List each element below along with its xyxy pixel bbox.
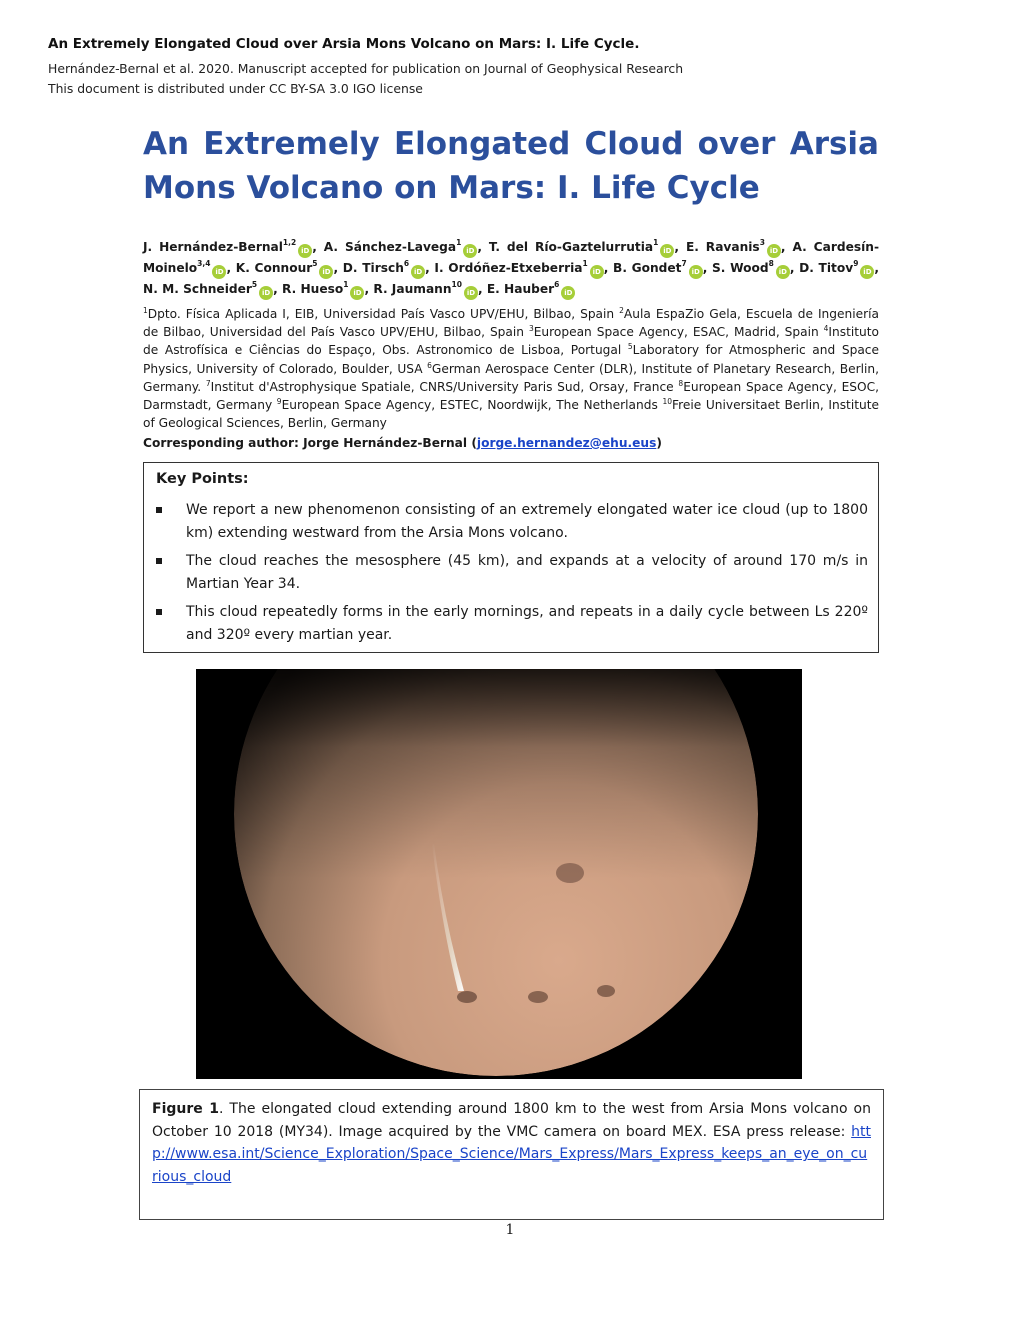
affiliation-number: 9 [276,397,282,407]
figure-label: Figure 1 [152,1101,219,1117]
square-bullet-icon [156,507,162,513]
affiliation-number: 5 [627,342,633,352]
orcid-icon[interactable]: iD [689,265,703,279]
author-name: A. Sánchez-Lavega [323,240,457,254]
ascraeus-mons-crater [597,985,615,997]
paper-title [143,122,879,210]
affiliation-text: Instituto de Astrofísica e Ciências do Espaço, Obs. Astronomico de Lisboa, Portugal [143,325,879,358]
author-affiliation-number: 1,2 [282,238,297,247]
corresponding-author [143,436,662,450]
title-word: Elongated [393,126,571,162]
author-affiliation-number: 1 [653,238,659,247]
author-name: T. del Río-Gaztelurrutia [488,240,654,254]
key-points-list [156,499,868,652]
author-affiliation-number: 6 [554,280,560,289]
orcid-icon[interactable]: iD [298,244,312,258]
title-word: An [143,126,190,162]
key-points-box [143,462,879,653]
paper-title-line-2: Mons Volcano on Mars: I. Life Cycle [143,170,760,206]
orcid-icon[interactable]: iD [860,265,874,279]
affiliation-number: 2 [619,306,624,315]
affiliation-text: Dpto. Física Aplicada I, EIB, Universidad País Vasco UPV/EHU, Bilbao, Spain [147,307,620,321]
affiliation-number: 7 [205,378,211,388]
author-affiliation-number: 3,4 [197,259,211,268]
key-point-item [156,601,868,647]
affiliation-number: 1 [143,306,148,315]
affiliation-number: 4 [823,324,829,334]
corresponding-close: ) [656,436,662,450]
key-point-text: This cloud repeatedly forms in the early mornings, and repeats in a daily cycle between Ls 220º and 320º every martian year. [186,604,868,643]
title-word: over [697,126,776,162]
author-affiliation-number: 3 [759,238,765,247]
volcano-crater [556,863,584,883]
author-affiliation-number: 1 [582,259,588,268]
figure-caption-box [139,1089,884,1220]
author-affiliation-number: 1 [343,280,349,289]
author-affiliation-number: 9 [853,259,859,268]
paper-title-line-1 [143,122,879,166]
orcid-icon[interactable]: iD [350,286,364,300]
orcid-icon[interactable]: iD [259,286,273,300]
orcid-icon[interactable]: iD [776,265,790,279]
orcid-icon[interactable]: iD [463,244,477,258]
author-name: R. Hueso [281,282,344,296]
affiliation-number: 10 [662,397,672,407]
square-bullet-icon [156,609,162,615]
key-point-item [156,550,868,596]
arsia-mons-crater [457,991,477,1003]
author-name: E. Ravanis [685,240,760,254]
affiliation-number: 3 [528,324,534,334]
affiliations [143,305,879,432]
affiliation-text: German Aerospace Center (DLR), Institute of Planetary Research, Berlin, Germany. [143,361,879,394]
terminator-shadow [196,669,802,879]
corresponding-author-label: Corresponding author: Jorge Hernández-Bernal ( [143,436,477,450]
affiliation-text: European Space Agency, ESTEC, Noordwijk, The Netherlands [281,398,663,413]
affiliation-text: European Space Agency, ESAC, Madrid, Spain [533,325,824,340]
affiliation-number: 6 [427,360,432,370]
corresponding-email-link[interactable]: jorge.hernandez@ehu.eus [476,436,657,450]
title-word: Extremely [203,126,380,162]
esa-press-release-link[interactable]: http://www.esa.int/Science_Exploration/Space_Science/Mars_Express/Mars_Express_keeps_an_eye_on_curious_cloud [152,1123,871,1186]
running-header-title: An Extremely Elongated Cloud over Arsia Mons Volcano on Mars: I. Life Cycle. [48,36,640,52]
author-affiliation-number: 8 [768,259,774,268]
author-name: B. Gondet [613,261,682,275]
author-name: N. M. Schneider [143,282,252,296]
author-affiliation-number: 7 [681,259,687,268]
running-header-citation: Hernández-Bernal et al. 2020. Manuscript accepted for publication on Journal of Geophysical Research [48,61,684,76]
author-list: J. Hernández-Bernal$^{1,2}$iD , A. Sánchez-Lavega$^1$iD , T. del Río-Gaztelurrutia$^1$iD , E. Ravanis$^3$iD , A. Cardesín-Moinelo$^{3,4}$iD , K. Connour$^5$iD , D. Tirsch$^6$iD , I. Ordóñez-Etxeberria$^1$iD , B. Gondet$^7$iD , S. Wood$^8$iD , D. Titov$^9$iD , N. M. Schneider$^5$iD , R. Hueso$^1$iD , R. Jaumann$^{10}$iD , E. Hauber$^6$iD [143,237,879,300]
orcid-icon[interactable]: iD [660,244,674,258]
author-name: A. Cardesín-Moinelo [143,240,880,275]
author-name: R. Jaumann [373,282,452,296]
orcid-icon[interactable]: iD [212,265,226,279]
orcid-icon[interactable]: iD [411,265,425,279]
key-point-text: We report a new phenomenon consisting of an extremely elongated water ice cloud (up to 1800 km) extending westward from the Arsia Mons volcano. [186,502,868,541]
author-affiliation-number: 1 [456,238,462,247]
key-point-text: The cloud reaches the mesosphere (45 km), and expands at a velocity of around 170 m/s in Martian Year 34. [186,553,868,592]
author-name: S. Wood [712,261,769,275]
orcid-icon[interactable]: iD [767,244,781,258]
page-number: 1 [505,1222,515,1238]
author-affiliation-number: 6 [403,259,410,268]
author-affiliation-number: 5 [312,259,318,268]
author-name: I. Ordóñez-Etxeberria [434,261,583,275]
affiliation-text: Aula EspaZio Gela, Escuela de Ingeniería de Bilbao, Universidad del País Vasco UPV/EHU, Bilbao, Spain [143,307,879,340]
figure-caption-text: . The elongated cloud extending around 1800 km to the west from Arsia Mons volcano on October 10 2018 (MY34). Image acquired by the VMC camera on board MEX. ESA press release: [152,1101,871,1140]
key-point-item [156,499,868,545]
affiliation-text: Laboratory for Atmospheric and Space Physics, University of Colorado, Boulder, USA [143,343,879,376]
key-points-heading: Key Points: [156,471,249,487]
affiliation-text: Institut d'Astrophysique Spatiale, CNRS/University Paris Sud, Orsay, France [210,379,679,394]
author-affiliation-number: 5 [251,280,258,289]
orcid-icon[interactable]: iD [561,286,575,300]
title-word: Cloud [584,126,684,162]
author-name: J. Hernández-Bernal [143,240,283,254]
author-name: E. Hauber [486,282,555,296]
affiliation-number: 8 [678,378,684,388]
mars-planet-illustration [196,669,802,1079]
orcid-icon[interactable]: iD [464,286,478,300]
author-name: D. Tirsch [342,261,404,275]
author-name: D. Titov [799,261,854,275]
square-bullet-icon [156,558,162,564]
author-affiliation-number: 10 [451,280,462,289]
running-header-license: This document is distributed under CC BY-SA 3.0 IGO license [48,81,423,96]
affiliation-text: European Space Agency, ESOC, Darmstadt, Germany [143,379,879,413]
title-word: Arsia [789,126,879,162]
orcid-icon[interactable]: iD [590,265,604,279]
orcid-icon[interactable]: iD [319,265,333,279]
pavonis-mons-crater [528,991,548,1003]
author-name: K. Connour [235,261,313,275]
mars-cloud-image [196,669,802,1079]
affiliation-text: Freie Universitaet Berlin, Institute of Geological Sciences, Berlin, Germany [143,398,879,431]
